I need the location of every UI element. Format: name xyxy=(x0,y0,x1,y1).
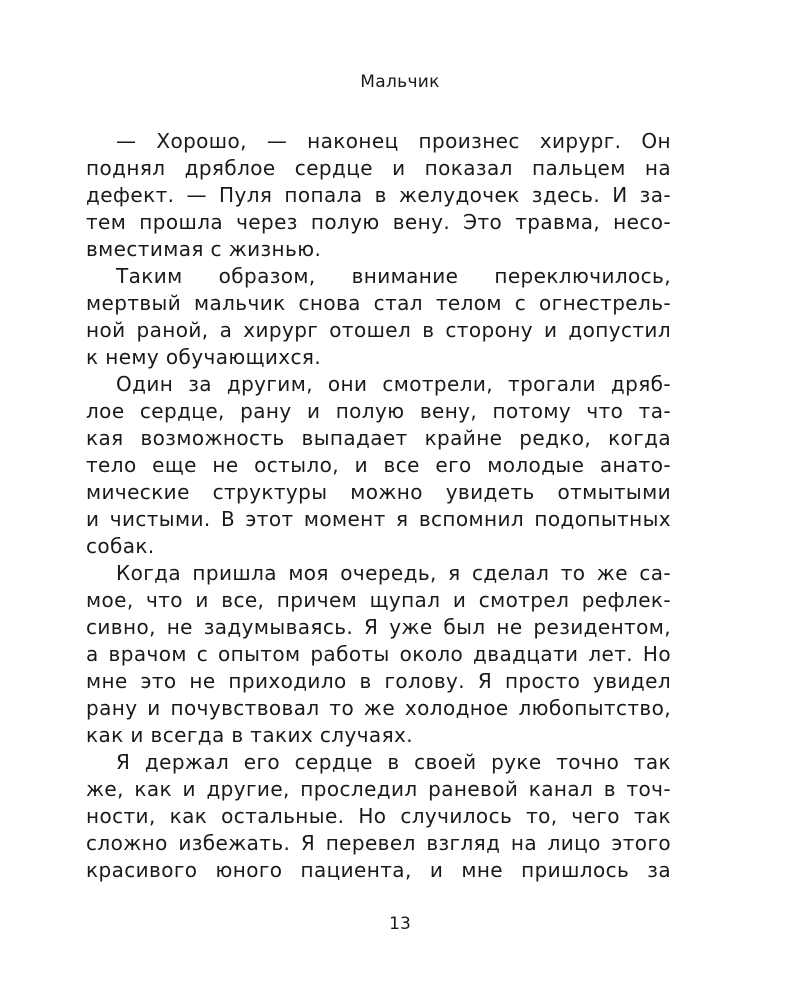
text-line: ной раной, а хирург отошел в сторону и допустил xyxy=(86,318,671,342)
body-text xyxy=(86,128,671,884)
text-line: — Хорошо, — наконец произнес хирург. Он xyxy=(116,129,671,153)
text-line: красивого юного пациента, и мне пришлось за xyxy=(86,858,671,882)
text-line: дефект. — Пуля попала в желудочек здесь. И за- xyxy=(86,183,671,207)
page-number: 13 xyxy=(389,914,411,934)
paragraph xyxy=(86,371,671,560)
text-line: тем прошла через полую вену. Это травма, несо- xyxy=(86,210,671,234)
text-line: Таким образом, внимание переключилось, xyxy=(116,264,671,288)
text-line: а врачом с опытом работы около двадцати лет. Но xyxy=(86,642,671,666)
text-line: Один за другим, они смотрели, трогали дряб- xyxy=(116,372,671,396)
text-line: сложно избежать. Я перевел взгляд на лицо этого xyxy=(86,831,671,855)
paragraph xyxy=(86,263,671,371)
paragraph xyxy=(86,749,671,884)
text-line: кая возможность выпадает крайне редко, когда xyxy=(86,426,671,450)
text-line: мические структуры можно увидеть отмытыми xyxy=(86,480,671,504)
paragraph xyxy=(86,128,671,263)
text-line: Когда пришла моя очередь, я сделал то же са- xyxy=(116,561,671,585)
text-line: и чистыми. В этот момент я вспомнил подопытных xyxy=(86,507,671,531)
text-line: собак. xyxy=(86,534,155,558)
text-line: как и всегда в таких случаях. xyxy=(86,723,414,747)
text-line: рану и почувствовал то же холодное любопытство, xyxy=(86,696,671,720)
text-line: мне это не приходило в голову. Я просто увидел xyxy=(86,669,671,693)
text-line: же, как и другие, проследил раневой канал в точ- xyxy=(86,777,671,801)
text-line: поднял дряблое сердце и показал пальцем на xyxy=(86,156,671,180)
text-line: лое сердце, рану и полую вену, потому что та- xyxy=(86,399,671,423)
text-line: сивно, не задумываясь. Я уже был не резидентом, xyxy=(86,615,671,639)
text-line: вместимая с жизнью. xyxy=(86,237,322,261)
text-line: к нему обучающихся. xyxy=(86,345,322,369)
running-title: Мальчик xyxy=(360,72,440,92)
text-line: Я держал его сердце в своей руке точно так xyxy=(116,750,671,774)
text-line: тело еще не остыло, и все его молодые анато- xyxy=(86,453,671,477)
paragraph xyxy=(86,560,671,749)
text-line: мое, что и все, причем щупал и смотрел рефлек- xyxy=(86,588,671,612)
text-line: мертвый мальчик снова стал телом с огнестрель- xyxy=(86,291,671,315)
text-line: ности, как остальные. Но случилось то, чего так xyxy=(86,804,671,828)
